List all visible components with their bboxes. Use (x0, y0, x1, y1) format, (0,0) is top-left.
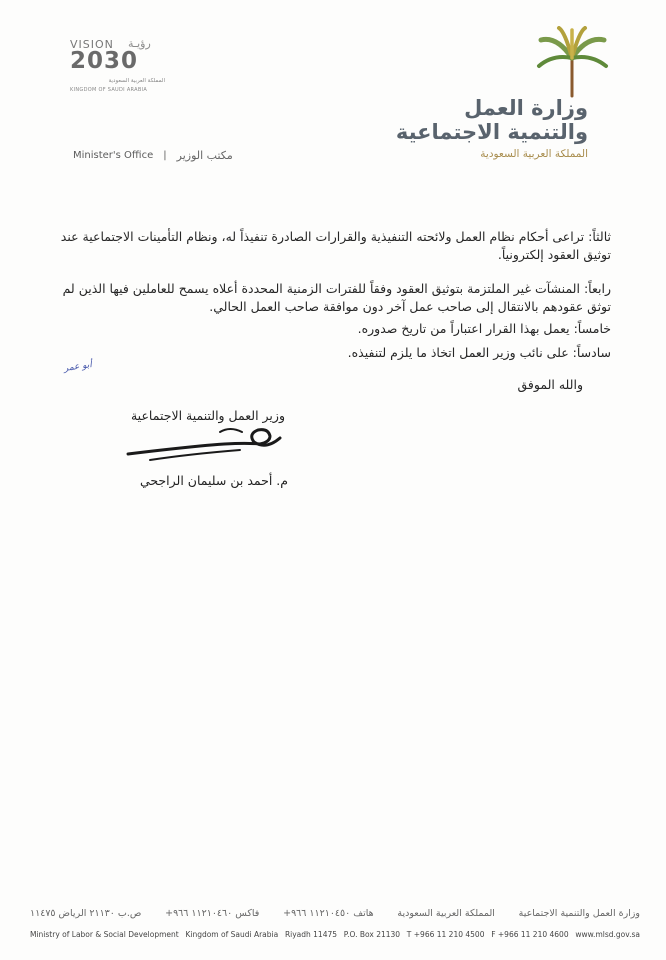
ministry-palm-logo (535, 26, 610, 98)
clause-text: المنشآت غير الملتزمة بتوثيق العقود وفقاً للفترات الزمنية المحددة أعلاه يسمح للعاملين فيها الذين لم توثق عقودهم بالانتقال إلى صاحب عمل آخر دون موافقة صاحب العمل الحالي. (62, 281, 611, 314)
handwritten-signature (120, 420, 285, 464)
ministry-country: المملكة العربية السعودية (480, 148, 588, 160)
footer-en-web[interactable]: www.mlsd.gov.sa (575, 930, 640, 939)
footer-ar-fax: فاكس ١١٢١٠٤٦٠ ٩٦٦+ (165, 908, 260, 919)
footer-ar-ministry: وزارة العمل والتنمية الاجتماعية (518, 908, 640, 919)
footer-en-pobox: P.O. Box 21130 (343, 930, 401, 939)
ministry-name-line1: وزارة العمل (464, 96, 588, 120)
office-line (73, 149, 233, 162)
footer-ar-pobox: ص.ب ٢١١٣٠ الرياض ١١٤٧٥ (30, 908, 142, 919)
footer-en-phone: T +966 11 210 4500 (406, 930, 485, 939)
office-english: Minister's Office (73, 150, 154, 161)
clause-sixth (55, 344, 611, 362)
footer-arabic (30, 908, 640, 919)
clause-text: على نائب وزير العمل اتخاذ ما يلزم لتنفيذه. (347, 345, 569, 360)
clause-text: يعمل بهذا القرار اعتباراً من تاريخ صدوره. (357, 321, 570, 336)
vision-sub-english: KINGDOM OF SAUDI ARABIA (70, 87, 148, 93)
ministry-name-block (396, 96, 588, 160)
clause-label: ثالثاً: (588, 229, 611, 244)
ministry-name-line2: والتنمية الاجتماعية (395, 120, 588, 144)
footer-en-city: Riyadh 11475 (284, 930, 338, 939)
footer-en-fax: F +966 11 210 4600 (491, 930, 569, 939)
vision-year: 2030 (70, 48, 139, 74)
signatory-name: م. أحمد بن سليمان الراجحي (139, 473, 288, 488)
clause-fifth (55, 320, 611, 338)
footer-en-ministry: Ministry of Labor & Social Development (30, 930, 179, 939)
clause-fourth (55, 280, 611, 315)
closing-phrase: والله الموفق (517, 377, 583, 392)
footer-english (30, 930, 640, 939)
vision-2030-logo (70, 38, 170, 108)
vision-word: VISION (70, 38, 114, 51)
clause-label: سادساً: (572, 345, 611, 360)
clause-text: تراعى أحكام نظام العمل ولائحته التنفيذية والقرارات الصادرة تنفيذاً له، ونظام التأمينات الاجتماعية عند توثيق العقود إلكترونياً. (60, 229, 611, 262)
vision-arabic-word: رؤيـة (128, 37, 151, 50)
clause-third (55, 228, 611, 263)
footer-ar-country: المملكة العربية السعودية (397, 908, 495, 919)
handwritten-initials: أبو عمر (63, 360, 93, 374)
office-arabic: مكتب الوزير (176, 149, 233, 162)
footer-ar-phone: هاتف ١١٢١٠٤٥٠ ٩٦٦+ (283, 908, 374, 919)
clause-label: رابعاً: (583, 281, 611, 296)
vision-sub-arabic: المملكة العربية السعودية (108, 78, 165, 84)
clause-label: خامساً: (573, 321, 611, 336)
signatory-title: وزير العمل والتنمية الاجتماعية (130, 408, 285, 423)
footer-en-country: Kingdom of Saudi Arabia (185, 930, 279, 939)
office-separator: | (163, 150, 167, 161)
